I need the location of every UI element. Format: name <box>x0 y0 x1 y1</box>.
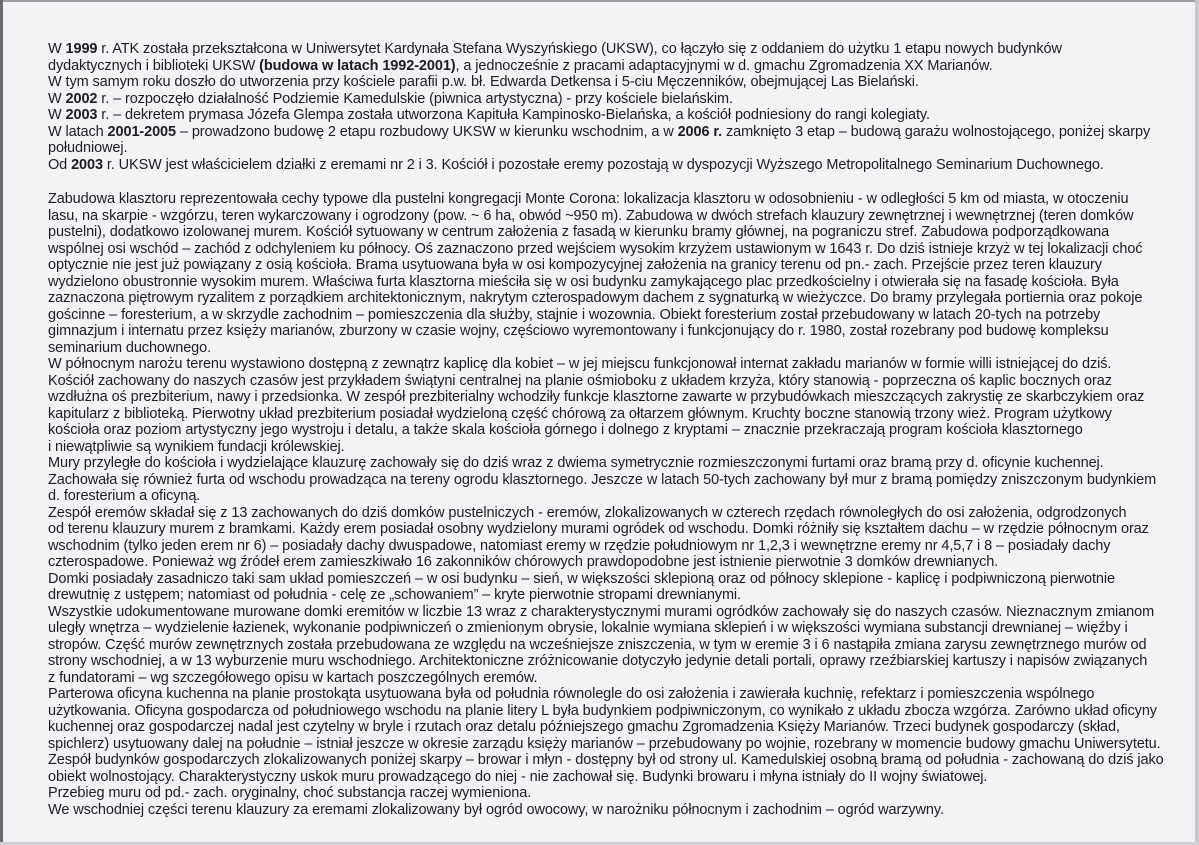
bold-text: 1999 <box>65 41 98 57</box>
bold-text: 2006 r. <box>677 123 723 140</box>
text-line: Kościół zachowany do naszych czasów jest przykładem świątyni centralnej na planie ośmioboku z układem krzyża, który stanowią - poprzeczna oś kaplic bocznych oraz <box>48 372 1112 389</box>
text-line: wschodnim (tylko jeden erem nr 6) – posiadały dachy dwuspadowe, natomiast eremy w rzędzie południowym nr 1,2,3 i wewnętrzne eremy nr 4,5,7 i 8 – posiadały dachy <box>48 537 1111 554</box>
text-line: lasu, na skarpie - wzgórzu, teren wykarczowany i ogrodzony (pow. ~ 6 ha, obwód ~950 m). Zabudowa w dwóch strefach klauzury zewnętrznej i wewnętrznej (teren domków <box>48 207 1134 224</box>
text-line: Wszystkie udokumentowane murowane domki eremitów w liczbie 13 wraz z charakterystycznymi murami ogródków zachowały się do naszych czasów. Nieznacznym zmianom <box>48 603 1155 620</box>
text-line: Zabudowa klasztoru reprezentowała cechy typowe dla pustelni kongregacji Monte Corona: lokalizacja klasztoru w odosobnieniu - w odległości 5 km od miasta, w otoczeniu <box>48 191 1129 207</box>
text-line: gościnne – foresterium, a w skrzydle zachodnim – pomieszczenia dla służby, stajnie i wozownia. Obiekt foresterium został przebudowany w latach 20-tych na potrzeby <box>48 306 1101 323</box>
text-line: Od 2003 r. UKSW jest właścicielem działki z eremami nr 2 i 3. Kościół i pozostałe eremy pozostają w dyspozycji Wyższego Metropolitalnego Seminarium Duchownego. <box>48 156 1104 173</box>
text-line: seminarium duchownego. <box>48 339 212 356</box>
text-line: stropów. Część murów zewnętrznych została przebudowana ze względu na wcześniejsze zniszczenia, w tym w eremie 3 i 6 nastąpiła zmiana zarysu zewnętrznego murów od <box>48 636 1147 653</box>
text-line: obiekt wolnostojący. Charakterystyczny uskok muru prowadzącego do niej - nie zachował się. Budynki browaru i młyna istniały do II wojny światowej. <box>48 768 988 785</box>
text-line: kościoła oraz poziom artystyczny jego wystroju i detalu, a także skala kościoła górnego i dolnego z kryptami – znacznie przekraczają program kościoła klasztornego <box>48 422 1083 438</box>
text-line: W 2003 r. – dekretem prymasa Józefa Glempa została utworzona Kapituła Kampinosko-Bielańska, a kościół podniesiony do rangi kolegiaty. <box>48 107 930 123</box>
text-line: Przebieg muru od pd.- zach. oryginalny, choć substancja raczej wymieniona. <box>48 785 532 801</box>
bold-text: 2003 <box>71 156 103 173</box>
text-line: pustelni), dodatkowo izolowanej murem. Kościół sytuowany w centrum założenia z fasadą w kierunku bramy głównej, na pograniczu stref. Zabudowa podporządkowana <box>48 224 1110 240</box>
text-line: W północnym narożu terenu wystawiono dostępną z zewnątrz kaplicę dla kobiet – w jej miejscu funkcjonował internat zakładu marianów w formie willi istniejącej do dziś. <box>48 356 1112 372</box>
text-line: W 2002 r. – rozpoczęło działalność Podziemie Kamedulskie (piwnica artystyczna) - przy kościele bielańskim. <box>48 90 733 107</box>
monastery-description-paragraph <box>48 191 1164 818</box>
text-line: strony wschodniej, a w 13 wyburzenie muru wschodniego. Architektoniczne zróżnicowanie dotyczyło jedynie detali portali, oprawy rzeźbiarskiej kartuszy i napisów związanych <box>48 653 1148 669</box>
text-line: wspólnej osi wschód – zachód z odchyleniem ku północy. Oś zaznaczono przed wejściem wysokim krzyżem ustawionym w 1643 r. Do dziś istnieje krzyż w tej lokalizacji choć <box>48 240 1143 257</box>
text-line: zaznaczona piętrowym ryzalitem z porządkiem architektonicznym, nakrytym czterospadowym dachem z sygnaturką w wieżyczce. Do bramy przylegała portiernia oraz pokoje <box>48 290 1143 306</box>
text-line: kuchennej oraz gospodarczej nadal jest czytelny w bryle i rzutach oraz detalu późniejszego gmachu Zgromadzenia Księży Marianów. Trzeci budynek gospodarczy (skład, <box>48 719 1120 735</box>
text-line: Parterowa oficyna kuchenna na planie prostokąta usytuowana była od południa równolegle do osi założenia i zawierała kuchnię, refektarz i pomieszczenia wspólnego <box>48 686 1095 702</box>
text-line: optycznie nie jest już powiązany z osią kościoła. Brama usytuowana była w osi kompozycyjnej założenia na granicy terenu od pn.- zach. Przejście przez teren klauzury <box>48 257 1102 273</box>
text-line: użytkowania. Oficyna gospodarcza od południowego wschodu na planie litery L była budynkiem podpiwniczonym, co wynikało z układu zbocza wzgórza. Zarówno układ oficyny <box>48 702 1157 719</box>
text-line: od terenu klauzury murem z bramkami. Każdy erem posiadał osobny wydzielony murami ogródek od wschodu. Domki różniły się kształtem dachu – w rzędzie północnym oraz <box>48 521 1149 537</box>
bold-text: 2001-2005 <box>107 123 176 140</box>
text-line: spichlerz) usytuowany dalej na południe – istniał jeszcze w okresie zarządu księży marianów – przebudowany po wojnie, rozebrany w momencie budowy gmachu Uniwersytetu. <box>48 735 1161 752</box>
text-line: W latach 2001-2005 – prowadzono budowę 2 etapu rozbudowy UKSW w kierunku wschodnim, a w 2006 r. zamknięto 3 etap – budową garażu wolnostojącego, poniżej skarpy <box>48 123 1151 140</box>
text-line: czterospadowe. Ponieważ wg źródeł erem zamieszkiwało 16 zakonników chórowych prawdopodobne jest istnienie pierwotnie 3 domków drewnianych. <box>48 554 999 570</box>
text-line: południowej. <box>48 140 128 156</box>
scan-edge-right <box>1195 0 1199 845</box>
bold-text: 2002 <box>65 90 98 107</box>
text-line: Zespół budynków gospodarczych zlokalizowanych poniżej skarpy – browar i młyn - dostępny był od strony ul. Kamedulskiej osobną bramą od południa - zachowaną do dziś jako <box>48 752 1164 768</box>
text-line: Domki posiadały zasadniczo taki sam układ pomieszczeń – w osi budynku – sień, w większości sklepioną oraz od północy sklepione - kaplicę i podpiwniczoną pierwotnie <box>48 570 1115 587</box>
scan-edge-left <box>0 0 3 845</box>
text-line: i niewątpliwie są wynikiem fundacji królewskiej. <box>48 438 345 455</box>
text-line: uległy wnętrza – wydzielenie łazienek, wykonanie podpiwniczeń o zmienionym obrysie, lokalnie wymiana sklepień i w większości wymiana substancji drewnianej – więźby i <box>48 620 1128 636</box>
text-line: drewutnię z ustępem; natomiast od południa - celę ze „schowaniem” – kryte pierwotnie stropami drewnianymi. <box>48 587 741 603</box>
text-line: kapitularz z biblioteką. Pierwotny układ prezbiterium posiadał wydzieloną część chórową za ołtarzem głównym. Kruchty boczne stanowią trzony wież. Program użytkowy <box>48 405 1112 422</box>
text-line: We wschodniej części terenu klauzury za eremami zlokalizowany był ogród owocowy, w narożniku północnym i zachodnim – ogród warzywny. <box>48 801 944 818</box>
text-line: gimnazjum i internatu przez księży marianów, zburzony w czasie wojny, częściowo wyremontowany i funkcjonujący do r. 1980, został rozebrany pod budowę kompleksu <box>48 323 1109 339</box>
bold-text: 2003 <box>65 107 98 123</box>
text-line: wydzielono obustronnie wysokim murem. Właściwa furta klasztorna mieściła się w osi budynku zamykającego plac przedkościelny i otwierała się na fasadę kościoła. Była <box>48 273 1119 290</box>
text-line: Zachowała się również furta od wschodu prowadząca na tereny ogrodu klasztornego. Jeszcze w latach 50-tych zachowany był mur z bramą pomiędzy zniszczonym budynkiem <box>48 471 1157 488</box>
text-line: dydaktycznych i biblioteki UKSW (budowa w latach 1992-2001), a jednocześnie z pracami adaptacyjnymi w d. gmachu Zgromadzenia XX Marianów. <box>48 57 993 74</box>
text-line: Zespół eremów składał się z 13 zachowanych do dziś domków pustelniczych - eremów, zlokalizowanych w czterech rzędach równoległych do osi założenia, odgrodzonych <box>48 504 1127 521</box>
text-line: Mury przyległe do kościoła i wydzielające klauzurę zachowały się do dziś wraz z dwiema symetrycznie rozmieszczonymi furtami oraz bramą przy d. oficynie kuchennej. <box>48 455 1104 471</box>
bold-text: (budowa w latach 1992-2001) <box>259 57 456 74</box>
history-timeline-paragraph <box>48 41 1150 173</box>
text-line: W tym samym roku doszło do utworzenia przy kościele parafii p.w. bł. Edwarda Detkensa i 5-ciu Męczenników, obejmującej Las Bielański. <box>48 74 919 90</box>
scan-edge-top <box>0 0 1199 2</box>
text-line: d. foresterium a oficyną. <box>48 488 201 504</box>
text-line: z fundatorami – wg szczegółowego opisu w kartach poszczególnych eremów. <box>48 669 538 686</box>
text-line: W 1999 r. ATK została przekształcona w Uniwersytet Kardynała Stefana Wyszyńskiego (UKSW), co łączyło się z oddaniem do użytku 1 etapu nowych budynków <box>48 41 1062 57</box>
text-line: wzdłużna oś prezbiterium, nawy i przedsionka. W zespół prezbiterialny wchodziły funkcje klasztorne zawarte w przybudówkach mieszczących zakrystię ze skarbczykiem oraz <box>48 389 1145 405</box>
